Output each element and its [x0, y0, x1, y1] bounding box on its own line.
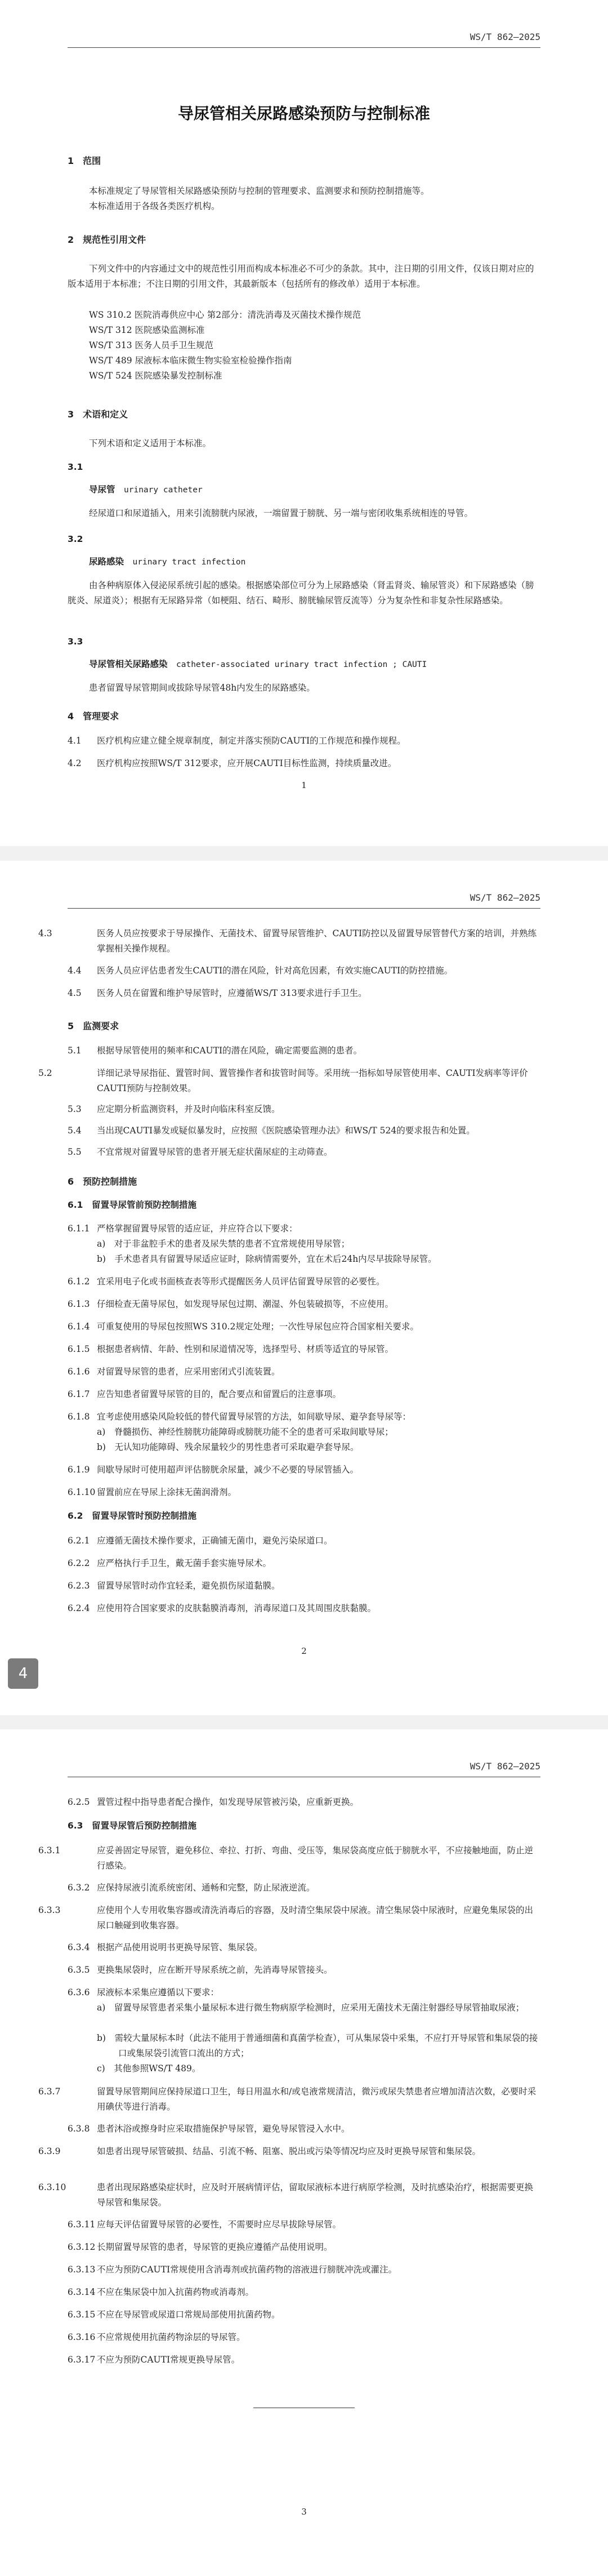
item-5-5 — [68, 1145, 540, 1160]
item-6-1-1-a: a) 对于非盆腔手术的患者及尿失禁的患者不宜常规使用导尿管； — [97, 1239, 350, 1249]
normative-intro: 下列文件中的内容通过文中的规范性引用而构成本标准必不可少的条款。其中，注日期的引用文件，仅该日期对应的版本适用于本标准；不注日期的引用文件，其最新版本（包括所有的修改单）适用于本标准。 — [68, 264, 534, 289]
item-6-3-6-a: a) 留置导尿管患者采集小量尿标本进行微生物病原学检测时，应采用无菌技术无菌注射器经导尿管抽取尿液； — [97, 2003, 525, 2013]
item-6-1-5 — [68, 1342, 540, 1357]
item-5-4-text: 当出现CAUTI暴发或疑似暴发时，应按照《医院感染管理办法》和WS/T 524的要求报告和处置。 — [97, 1125, 475, 1136]
item-6-1-2-text: 宜采用电子化或书面核查表等形式提醒医务人员评估留置导尿管的必要性。 — [97, 1276, 385, 1287]
item-6-3-12 — [68, 2240, 540, 2255]
section-5-heading: 5 监测要求 — [68, 1021, 119, 1031]
ref-1: WS 310.2 医院消毒供应中心 第2部分：清洗消毒及灭菌技术操作规范 — [89, 310, 361, 320]
item-6-1-3-text: 仔细检查无菌导尿包，如发现导尿包过期、潮湿、外包装破损等，不应使用。 — [97, 1299, 394, 1309]
item-6-3-1-number: 6.3.1 — [38, 1845, 61, 1856]
term-3-1-english: urinary catheter — [124, 486, 203, 495]
item-6-2-2-text: 应严格执行手卫生，戴无菌手套实施导尿术。 — [97, 1558, 272, 1568]
item-6-3-11-text: 应每天评估留置导尿管的必要性，不需要时应尽早拔除导尿管。 — [97, 2219, 342, 2230]
item-5-2-text: 详细记录导尿指征、置管时间、置管操作者和拔管时间等。采用统一指标如导尿管使用率、CAUTI发病率等评价CAUTI预防与控制效果。 — [97, 1068, 528, 1093]
header-code: WS/T 862—2025 — [470, 1761, 540, 1772]
item-6-3-17-text: 不应为预防CAUTI常规更换导尿管。 — [97, 2355, 240, 2365]
item-5-3-number: 5.3 — [68, 1104, 82, 1114]
item-6-3-12-number: 6.3.12 — [68, 2242, 96, 2252]
page-1 — [0, 0, 608, 846]
item-6-3-15-text: 不应在导尿管或尿道口常规局部使用抗菌药物。 — [97, 2310, 280, 2320]
item-6-3-2-number: 6.3.2 — [68, 1883, 90, 1893]
ref-3: WS/T 313 医务人员手卫生规范 — [89, 340, 214, 350]
item-6-1-4-text: 可重复使用的导尿包按照WS 310.2规定处理；一次性导尿包应符合国家相关要求。 — [97, 1322, 419, 1332]
term-3-1-definition: 经尿道口和尿道插入，用来引流膀胱内尿液，一端留置于膀胱、另一端与密闭收集系统相连的导管。 — [89, 508, 473, 518]
item-6-1-3-number: 6.1.3 — [68, 1299, 90, 1309]
page-count-badge[interactable]: 4 — [8, 1658, 38, 1689]
item-6-3-12-text: 长期留置导尿管的患者，导尿管的更换应遵循产品使用说明。 — [97, 2242, 333, 2252]
item-6-3-14-number: 6.3.14 — [68, 2287, 96, 2297]
item-6-3-14-text: 不应在集尿袋中加入抗菌药物或消毒剂。 — [97, 2287, 254, 2297]
item-6-3-10-text: 患者出现尿路感染症状时，应及时开展病情评估，留取尿液标本进行病原学检测，及时抗感染治疗，根据需要更换导尿管和集尿袋。 — [97, 2182, 534, 2208]
item-6-3-3-number: 6.3.3 — [38, 1905, 61, 1915]
item-6-3-11-number: 6.3.11 — [68, 2219, 96, 2230]
ref-4: WS/T 489 尿液标本临床微生物实验室检验操作指南 — [89, 355, 292, 366]
item-6-3-1-text: 应妥善固定导尿管，避免移位、牵拉、打折、弯曲、受压等，集尿袋高度应低于膀胱水平，不应接触地面，防止逆行感染。 — [97, 1845, 534, 1871]
item-6-3-16-number: 6.3.16 — [68, 2332, 96, 2342]
term-3-2 — [68, 554, 540, 570]
item-6-3-7-number: 6.3.7 — [38, 2086, 61, 2097]
item-6-1-7 — [68, 1387, 540, 1402]
item-6-1-10-number: 6.1.10 — [68, 1487, 96, 1497]
term-3-2-number: 3.2 — [68, 534, 83, 544]
item-6-1-1-b: b) 手术患者具有留置导尿适应证时，除病情需要外，宜在术后24h内尽早拔除导尿管。 — [97, 1254, 437, 1264]
section-6-2-heading: 6.2 留置导尿管时预防控制措施 — [68, 1511, 196, 1521]
term-3-3-definition: 患者留置导尿管期间或拔除导尿管48h内发生的尿路感染。 — [89, 683, 315, 693]
item-6-2-1 — [68, 1533, 540, 1549]
item-6-3-15-number: 6.3.15 — [68, 2310, 96, 2320]
item-6-2-3 — [68, 1578, 540, 1594]
item-6-2-4-text: 应使用符合国家要求的皮肤黏膜消毒剂，消毒尿道口及其周围皮肤黏膜。 — [97, 1603, 377, 1613]
term-3-1-name: 导尿管 — [89, 484, 115, 495]
page-number-3: 3 — [301, 2507, 307, 2517]
item-6-3-2-text: 应保持尿液引流系统密闭、通畅和完整，防止尿液逆流。 — [97, 1883, 315, 1893]
item-6-3-10 — [38, 2180, 540, 2210]
terms-intro: 下列术语和定义适用于本标准。 — [89, 438, 212, 448]
item-5-4-number: 5.4 — [68, 1125, 82, 1136]
item-4-1 — [68, 733, 540, 749]
item-6-1-4-number: 6.1.4 — [68, 1322, 90, 1332]
item-6-1-8-b: b) 无认知功能障碍、残余尿量较少的男性患者可采取避孕套导尿。 — [97, 1442, 359, 1452]
item-6-3-6-b: b) 需较大量尿标本时（此法不能用于普通细菌和真菌学检查），可从集尿袋中采集，不应打开导尿管和集尿袋的接口或集尿袋引流管口流出的方式； — [97, 2033, 538, 2058]
item-6-2-1-number: 6.2.1 — [68, 1536, 90, 1546]
item-6-1-8-number: 6.1.8 — [68, 1412, 90, 1422]
item-6-1-8 — [68, 1409, 540, 1425]
item-6-3-13 — [68, 2262, 540, 2277]
page-number-1: 1 — [301, 780, 307, 790]
item-6-3-17-number: 6.3.17 — [68, 2355, 96, 2365]
section-4-heading: 4 管理要求 — [68, 711, 119, 722]
term-3-3 — [68, 657, 540, 673]
item-4-4 — [68, 963, 540, 978]
page-3 — [0, 1729, 608, 2576]
item-6-1-4 — [68, 1319, 540, 1334]
item-4-5-number: 4.5 — [68, 988, 82, 998]
item-6-3-5-text: 更换集尿袋时，应在断开导尿系统之前，先消毒导尿管接头。 — [97, 1965, 333, 1975]
item-6-3-10-number: 6.3.10 — [38, 2182, 66, 2192]
item-6-3-17 — [68, 2352, 540, 2368]
item-5-3-text: 应定期分析监测资料，并及时向临床科室反馈。 — [97, 1104, 280, 1114]
item-6-1-7-number: 6.1.7 — [68, 1389, 90, 1399]
item-5-4 — [68, 1123, 540, 1138]
item-4-3-text: 医务人员应按要求于导尿操作、无菌技术、留置导尿管维护、CAUTI防控以及留置导尿管替代方案的培训，并熟练掌握相关操作规程。 — [97, 928, 537, 954]
item-4-5 — [68, 986, 540, 1001]
item-6-3-14 — [68, 2285, 540, 2300]
item-6-1-1-text: 严格掌握留置导尿管的适应证，并应符合以下要求： — [97, 1224, 298, 1234]
item-6-1-9-number: 6.1.9 — [68, 1465, 90, 1475]
item-6-3-6-c: c) 其他参照WS/T 489。 — [97, 2063, 201, 2074]
section-2-heading: 2 规范性引用文件 — [68, 234, 146, 245]
item-6-2-2-number: 6.2.2 — [68, 1558, 90, 1568]
term-3-2-name: 尿路感染 — [89, 557, 124, 567]
item-6-1-9-text: 间歇导尿时可使用超声评估膀胱余尿量，减少不必要的导尿管插入。 — [97, 1465, 359, 1475]
term-3-2-definition: 由各种病原体入侵泌尿系统引起的感染。根据感染部位可分为上尿路感染（肾盂肾炎、输尿管炎）和下尿路感染（膀胱炎、尿道炎）；根据有无尿路异常（如梗阻、结石、畸形、膀胱输尿管反流等）分为复杂性和非复杂性尿路感染。 — [68, 580, 534, 606]
item-6-3-8 — [68, 2121, 540, 2137]
header-rule — [68, 47, 540, 48]
item-6-3-5-number: 6.3.5 — [68, 1965, 90, 1975]
item-6-1-6-number: 6.1.6 — [68, 1367, 90, 1377]
item-4-1-number: 4.1 — [68, 736, 82, 746]
item-5-2-number: 5.2 — [38, 1068, 52, 1078]
scope-line-1: 本标准规定了导尿管相关尿路感染预防与控制的管理要求、监测要求和预防控制措施等。 — [89, 186, 430, 196]
item-6-1-5-number: 6.1.5 — [68, 1344, 90, 1354]
term-3-2-english: urinary tract infection — [132, 558, 246, 567]
term-3-1-number: 3.1 — [68, 462, 83, 472]
item-4-2-number: 4.2 — [68, 758, 82, 768]
item-6-3-15 — [68, 2307, 540, 2323]
item-4-2 — [68, 756, 540, 771]
item-6-1-6 — [68, 1364, 540, 1380]
item-6-1-3 — [68, 1297, 540, 1312]
item-6-3-9-text: 如患者出现导尿管破损、结晶、引流不畅、阻塞、脱出或污染等情况均应及时更换导尿管和集尿袋。 — [97, 2146, 481, 2156]
item-6-3-5 — [68, 1963, 540, 1978]
item-6-1-2 — [68, 1274, 540, 1289]
item-4-4-number: 4.4 — [68, 966, 82, 976]
item-6-3-11 — [68, 2217, 540, 2232]
item-5-5-number: 5.5 — [68, 1147, 82, 1157]
item-6-3-2 — [68, 1880, 540, 1896]
item-6-2-3-text: 留置导尿管时动作宜轻柔，避免损伤尿道黏膜。 — [97, 1581, 280, 1591]
item-6-2-5 — [68, 1795, 540, 1810]
document-title: 导尿管相关尿路感染预防与控制标准 — [177, 104, 430, 123]
item-6-1-6-text: 对留置导尿管的患者，应采用密闭式引流装置。 — [97, 1367, 280, 1377]
term-3-3-name: 导尿管相关尿路感染 — [89, 659, 168, 669]
item-6-1-2-number: 6.1.2 — [68, 1276, 90, 1287]
item-6-3-4 — [68, 1940, 540, 1955]
item-6-3-4-number: 6.3.4 — [68, 1942, 90, 1952]
item-4-3 — [38, 926, 540, 956]
item-5-5-text: 不宜常规对留置导尿管的患者开展无症状菌尿症的主动筛查。 — [97, 1147, 333, 1157]
item-6-2-5-number: 6.2.5 — [68, 1797, 90, 1807]
item-6-2-2 — [68, 1556, 540, 1571]
item-6-1-9 — [68, 1462, 540, 1478]
item-6-2-5-text: 置管过程中指导患者配合操作，如发现导尿管被污染，应重新更换。 — [97, 1797, 359, 1807]
item-6-3-7-text: 留置导尿管期间应保持尿道口卫生，每日用温水和/或皂液常规清洁，微污或尿失禁患者应增加清洁次数，必要时采用碘伏等进行消毒。 — [97, 2086, 537, 2112]
item-6-3-9 — [38, 2144, 540, 2159]
item-6-3-1 — [38, 1843, 540, 1874]
ref-5: WS/T 524 医院感染暴发控制标准 — [89, 371, 222, 381]
item-6-2-3-number: 6.2.3 — [68, 1581, 90, 1591]
term-3-3-number: 3.3 — [68, 637, 83, 647]
item-4-3-number: 4.3 — [38, 928, 52, 938]
page-2 — [0, 861, 608, 1715]
item-6-3-3-text: 应使用个人专用收集容器或清洗消毒后的容器，及时清空集尿袋中尿液。清空集尿袋中尿液时，应避免集尿袋的出尿口触碰到收集容器。 — [97, 1905, 534, 1930]
item-6-3-9-number: 6.3.9 — [38, 2146, 61, 2156]
item-4-1-text: 医疗机构应建立健全规章制度，制定并落实预防CAUTI的工作规范和操作规程。 — [97, 736, 406, 746]
item-6-3-16-text: 不应常规使用抗菌药物涂层的导尿管。 — [97, 2332, 245, 2342]
item-6-3-4-text: 根据产品使用说明书更换导尿管、集尿袋。 — [97, 1942, 263, 1952]
item-5-2 — [38, 1066, 540, 1096]
item-6-1-8-a: a) 脊髓损伤、神经性膀胱功能障碍或膀胱功能不全的患者可采取间歇导尿； — [97, 1427, 394, 1437]
section-6-3-heading: 6.3 留置导尿管后预防控制措施 — [68, 1821, 196, 1831]
item-6-2-1-text: 应遵循无菌技术操作要求，正确铺无菌巾，避免污染尿道口。 — [97, 1536, 333, 1546]
section-3-heading: 3 术语和定义 — [68, 409, 128, 420]
item-6-1-10 — [68, 1485, 540, 1500]
item-5-3 — [68, 1102, 540, 1117]
item-6-3-16 — [68, 2330, 540, 2345]
page-number-2: 2 — [301, 1646, 307, 1656]
term-3-1 — [68, 482, 540, 498]
item-5-1-text: 根据导尿管使用的频率和CAUTI的潜在风险，确定需要监测的患者。 — [97, 1045, 363, 1056]
item-6-3-13-number: 6.3.13 — [68, 2264, 96, 2275]
scope-line-2: 本标准适用于各级各类医疗机构。 — [89, 201, 220, 211]
item-6-1-1 — [68, 1221, 540, 1236]
section-1-heading: 1 范围 — [68, 155, 101, 166]
item-6-3-13-text: 不应为预防CAUTI常规使用含消毒剂或抗菌药物的溶液进行膀胱冲洗或灌注。 — [97, 2264, 397, 2275]
item-6-2-4-number: 6.2.4 — [68, 1603, 90, 1613]
header-rule — [68, 908, 540, 909]
item-6-1-1-number: 6.1.1 — [68, 1224, 90, 1234]
item-6-3-3 — [38, 1903, 540, 1933]
item-6-3-6-text: 尿液标本采集应遵循以下要求： — [97, 1987, 220, 1997]
item-6-1-7-text: 应告知患者留置导尿管的目的，配合要点和留置后的注意事项。 — [97, 1389, 342, 1399]
item-6-3-7 — [38, 2084, 540, 2115]
section-6-heading: 6 预防控制措施 — [68, 1176, 137, 1187]
section-6-1-heading: 6.1 留置导尿管前预防控制措施 — [68, 1200, 196, 1210]
item-5-1 — [68, 1043, 540, 1058]
item-6-1-10-text: 留置前应在导尿上涂抹无菌润滑剂。 — [97, 1487, 237, 1497]
ref-2: WS/T 312 医院感染监测标准 — [89, 325, 205, 335]
item-4-2-text: 医疗机构应按照WS/T 312要求，应开展CAUTI目标性监测，持续质量改进。 — [97, 758, 397, 768]
term-3-3-english: catheter-associated urinary tract infection ; CAUTI — [176, 660, 427, 669]
item-4-4-text: 医务人员应评估患者发生CAUTI的潜在风险，针对高危因素，有效实施CAUTI的防控措施。 — [97, 966, 453, 976]
item-5-1-number: 5.1 — [68, 1045, 82, 1056]
item-6-2-4 — [68, 1601, 540, 1616]
header-code: WS/T 862—2025 — [470, 892, 540, 903]
item-6-3-8-number: 6.3.8 — [68, 2124, 90, 2134]
item-6-1-8-text: 宜考虑使用感染风险较低的替代留置导尿管的方法，如间歇导尿、避孕套导尿等： — [97, 1412, 412, 1422]
item-6-3-6 — [68, 1985, 540, 2000]
item-4-5-text: 医务人员在留置和维护导尿管时，应遵循WS/T 313要求进行手卫生。 — [97, 988, 367, 998]
item-6-3-6-number: 6.3.6 — [68, 1987, 90, 1997]
header-code: WS/T 862—2025 — [470, 32, 540, 42]
item-6-1-5-text: 根据患者病情、年龄、性别和尿道情况等，选择型号、材质等适宜的导尿管。 — [97, 1344, 394, 1354]
item-6-3-8-text: 患者沐浴或擦身时应采取措施保护导尿管，避免导尿管浸入水中。 — [97, 2124, 350, 2134]
